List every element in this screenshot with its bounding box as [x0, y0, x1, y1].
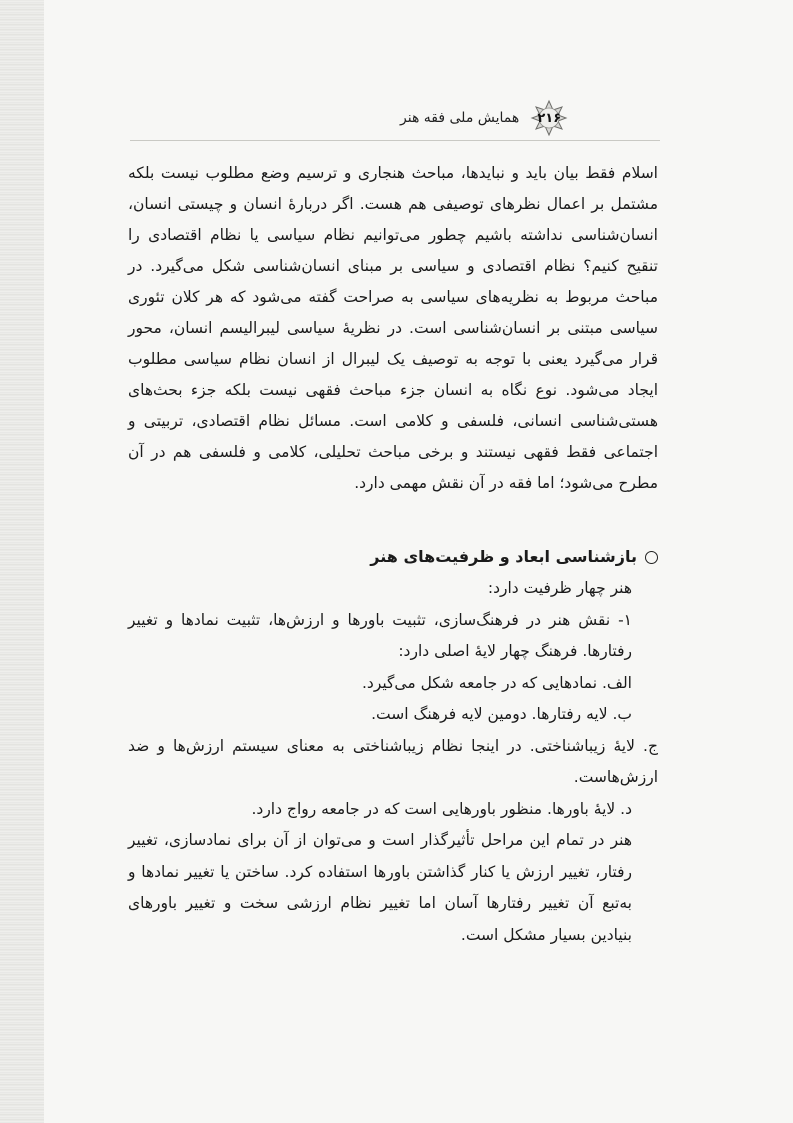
body-paragraph-1: اسلام فقط بیان باید و نبایدها، مباحث هنجاری و ترسیم وضع مطلوب نیست بلکه مشتمل بر اعمال نظرهای توصیفی هم هست. اگر دربارهٔ انسان و چیستی انسان، انسان‌شناسی نداشته باشیم چطور می‌توانیم نظام سیاسی یا نظام اقتصادی را تنقیح کنیم؟ نظام اقتصادی و سیاسی بر مبنای انسان‌شناسی شکل می‌گیرد. در مباحث مربوط به نظریه‌های سیاسی به صراحت گفته می‌شود که هر کلان تئوری سیاسی مبتنی بر انسان‌شناسی است. در نظریهٔ سیاسی لیبرالیسم انسان، محور قرار می‌گیرد یعنی با توجه به توصیف یک لیبرال از انسان نظام سیاسی مطلوب ایجاد می‌شود. نوع نگاه به انسان جزء مباحث فقهی نیست بلکه جزء بحث‌های هستی‌شناسی انسانی، فلسفی و کلامی است. مسائل نظام اقتصادی، تربیتی و اجتماعی فقط فقهی نیستند و برخی مباحث تحلیلی، کلامی و فلسفی هم در آن مطرح می‌شود؛ اما فقه در آن نقش مهمی دارد. [128, 164, 658, 492]
page-number-badge [529, 98, 569, 138]
body-line-4: ب. لایه رفتارها. دومین لایه فرهنگ است. [371, 705, 632, 723]
section-heading-text: بازشناسی ابعاد و ظرفیت‌های هنر [370, 547, 637, 566]
body-line-1: هنر چهار ظرفیت دارد: [487, 579, 632, 597]
body-line-3: الف. نمادهایی که در جامعه شکل می‌گیرد. [361, 673, 632, 692]
body-paragraph-2: هنر در تمام این مراحل تأثیرگذار است و می‌توان از آن برای نمادسازی، تغییر رفتار، تغییر ارزش یا کنار گذاشتن باورها استفاده کرد. ساختن یا تغییر نمادها و به‌تبع آن تغییر رفتارها آسان اما تغییر نظام ارزشی سخت و تغییر باورهای بنیادین بسیار مشکل است. [128, 831, 632, 944]
body-line-5: ج. لایهٔ زیباشناختی. در اینجا نظام زیباشناختی به معنای سیستم ارزش‌ها و ضد ارزش‌هاست. [128, 736, 658, 786]
body-line-2: ۱- نقش هنر در فرهنگ‌سازی، تثبیت باورها و ارزش‌ها، تثبیت نمادها و تغییر رفتارها. فرهنگ چهار لایهٔ اصلی دارد: [128, 610, 632, 660]
page-binding-edge [0, 0, 44, 1123]
section-heading [128, 541, 658, 573]
page-number: ۲۱۶ [537, 110, 562, 126]
page-header [400, 96, 662, 140]
header-divider [130, 140, 660, 141]
page-body [128, 158, 658, 951]
running-title: همایش ملی فقه هنر [400, 110, 520, 126]
heading-bullet-icon [645, 551, 658, 564]
body-line-6: د. لایهٔ باورها. منظور باورهایی است که در جامعه رواج دارد. [251, 799, 632, 818]
